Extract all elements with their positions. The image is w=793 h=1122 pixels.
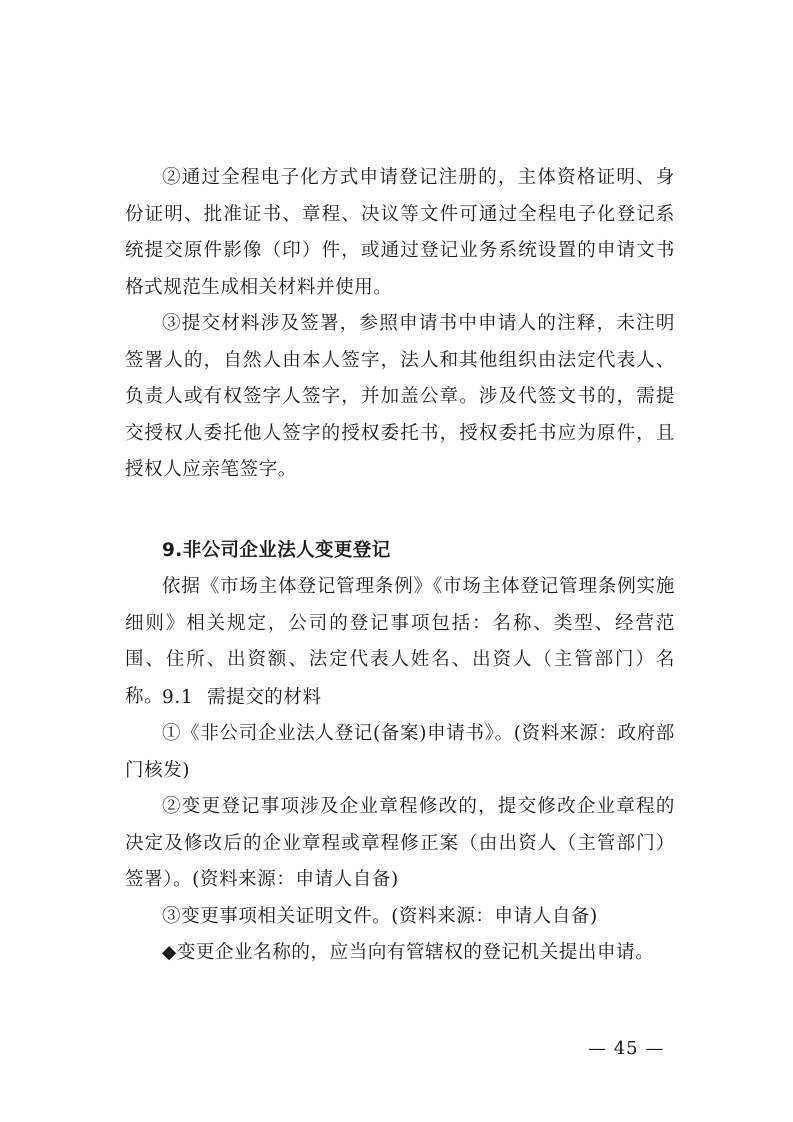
material-item: ①《非公司企业法人登记(备案)申请书》。(资料来源：政府部门核发) [125,723,675,781]
materials-list [125,716,675,972]
paragraph-signature-requirements: ③提交材料涉及签署，参照申请书中申请人的注释，未注明签署人的，自然人由本人签字，法人和其他组织由法定代表人、负责人或有权签字人签字，并加盖公章。涉及代签文书的，需提交授权人委托他人签字的授权委托书，授权委托书应为原件，且授权人应亲笔签字。 [125,313,675,480]
subsection-number: 9.1 [162,687,194,708]
subsection-title: 需提交的材料 [207,687,322,708]
paragraph-electronic-registration: ②通过全程电子化方式申请登记注册的，主体资格证明、身份证明、批准证书、章程、决议等文件可通过全程电子化登记系统提交原件影像（印）件，或通过登记业务系统设置的申请文书格式规范生成相关材料并使用。 [125,167,675,298]
page-number: — 45 — [588,1038,665,1059]
section-intro: 依据《市场主体登记管理条例》《市场主体登记管理条例实施细则》相关规定，公司的登记事项包括：名称、类型、经营范围、住所、出资额、法定代表人姓名、出资人（主管部门）名称。 [125,576,675,707]
material-note: ◆变更企业名称的，应当向有管辖权的登记机关提出申请。 [162,942,655,963]
material-item: ②变更登记事项涉及企业章程修改的，提交修改企业章程的决定及修改后的企业章程或章程修正案（由出资人（主管部门）签署）。(资料来源：申请人自备) [125,796,675,890]
subsection-heading [162,680,322,716]
material-item: ③变更事项相关证明文件。(资料来源：申请人自备) [162,905,598,927]
paragraph-block-top [125,160,675,489]
section-heading: 9.非公司企业法人变更登记 [162,540,391,561]
